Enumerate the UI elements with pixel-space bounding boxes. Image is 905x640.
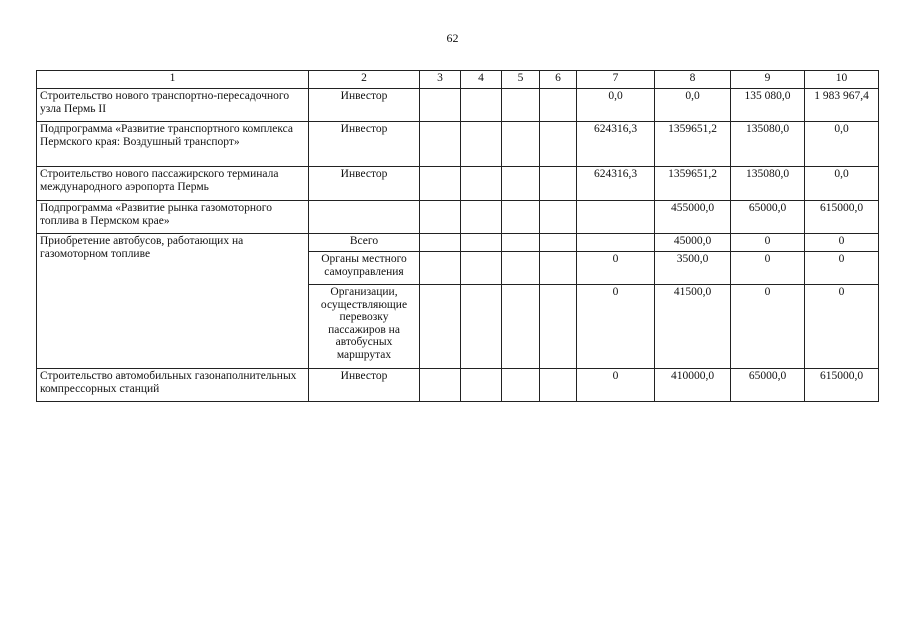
cell-col10: 0 xyxy=(805,285,879,369)
row-source: Всего xyxy=(309,234,420,252)
cell-col10: 0 xyxy=(805,252,879,285)
cell xyxy=(540,122,577,167)
cell xyxy=(502,89,540,122)
cell-col9: 0 xyxy=(731,234,805,252)
header-cell: 5 xyxy=(502,71,540,89)
cell-col8: 455000,0 xyxy=(655,201,731,234)
cell-col9: 65000,0 xyxy=(731,201,805,234)
cell xyxy=(420,89,461,122)
cell xyxy=(502,234,540,252)
cell-col7: 0 xyxy=(577,369,655,402)
cell xyxy=(502,252,540,285)
cell-col8: 1359651,2 xyxy=(655,122,731,167)
cell xyxy=(420,234,461,252)
header-cell: 7 xyxy=(577,71,655,89)
row-source: Организации, осуществляющие перевозку пассажиров на автобусных маршрутах xyxy=(309,285,420,369)
header-cell: 9 xyxy=(731,71,805,89)
cell xyxy=(461,369,502,402)
table-row xyxy=(37,201,879,234)
cell xyxy=(540,252,577,285)
cell xyxy=(540,369,577,402)
cell xyxy=(461,122,502,167)
table-row xyxy=(37,122,879,167)
cell-col8: 1359651,2 xyxy=(655,167,731,201)
cell-col8: 45000,0 xyxy=(655,234,731,252)
table-row xyxy=(37,167,879,201)
cell xyxy=(502,201,540,234)
table-row xyxy=(37,234,879,252)
cell-col9: 0 xyxy=(731,252,805,285)
row-source: Инвестор xyxy=(309,122,420,167)
cell-col9: 0 xyxy=(731,285,805,369)
cell-col7 xyxy=(577,201,655,234)
cell-col10: 1 983 967,4 xyxy=(805,89,879,122)
cell-col10: 615000,0 xyxy=(805,369,879,402)
row-source: Инвестор xyxy=(309,89,420,122)
cell xyxy=(420,252,461,285)
cell-col7: 624316,3 xyxy=(577,167,655,201)
table-header-row xyxy=(37,71,879,89)
cell xyxy=(502,369,540,402)
header-cell: 4 xyxy=(461,71,502,89)
table-row xyxy=(37,369,879,402)
row-source: Инвестор xyxy=(309,167,420,201)
cell xyxy=(461,252,502,285)
row-name: Подпрограмма «Развитие транспортного комплекса Пермского края: Воздушный транспорт» xyxy=(37,122,309,167)
cell-col10: 0,0 xyxy=(805,167,879,201)
cell xyxy=(461,234,502,252)
row-source xyxy=(309,201,420,234)
table-row xyxy=(37,89,879,122)
cell xyxy=(540,285,577,369)
cell-col10: 0 xyxy=(805,234,879,252)
cell xyxy=(420,167,461,201)
cell xyxy=(502,122,540,167)
cell-col9: 135 080,0 xyxy=(731,89,805,122)
cell-col8: 410000,0 xyxy=(655,369,731,402)
cell xyxy=(420,122,461,167)
header-cell: 6 xyxy=(540,71,577,89)
row-name: Подпрограмма «Развитие рынка газомоторного топлива в Пермском крае» xyxy=(37,201,309,234)
row-name: Приобретение автобусов, работающих на газомоторном топливе xyxy=(37,234,309,369)
cell-col10: 615000,0 xyxy=(805,201,879,234)
cell xyxy=(420,369,461,402)
header-cell: 8 xyxy=(655,71,731,89)
cell xyxy=(540,201,577,234)
cell xyxy=(540,167,577,201)
cell-col9: 135080,0 xyxy=(731,122,805,167)
cell xyxy=(461,89,502,122)
header-cell: 1 xyxy=(37,71,309,89)
cell-col7: 624316,3 xyxy=(577,122,655,167)
cell-col10: 0,0 xyxy=(805,122,879,167)
cell-col8: 3500,0 xyxy=(655,252,731,285)
cell xyxy=(461,201,502,234)
cell-col7 xyxy=(577,234,655,252)
cell xyxy=(461,167,502,201)
row-name: Строительство нового транспортно-пересадочного узла Пермь II xyxy=(37,89,309,122)
page-number: 62 xyxy=(446,31,459,45)
cell xyxy=(420,285,461,369)
cell-col8: 41500,0 xyxy=(655,285,731,369)
cell-col7: 0 xyxy=(577,285,655,369)
cell xyxy=(502,167,540,201)
cell xyxy=(540,234,577,252)
row-source: Инвестор xyxy=(309,369,420,402)
cell-col9: 135080,0 xyxy=(731,167,805,201)
header-cell: 2 xyxy=(309,71,420,89)
header-cell: 10 xyxy=(805,71,879,89)
row-source: Органы местного самоуправления xyxy=(309,252,420,285)
row-name: Строительство нового пассажирского терминала международного аэропорта Пермь xyxy=(37,167,309,201)
cell xyxy=(540,89,577,122)
cell-col9: 65000,0 xyxy=(731,369,805,402)
header-cell: 3 xyxy=(420,71,461,89)
cell-col7: 0 xyxy=(577,252,655,285)
cell-col8: 0,0 xyxy=(655,89,731,122)
cell xyxy=(420,201,461,234)
cell xyxy=(502,285,540,369)
cell xyxy=(461,285,502,369)
budget-table xyxy=(36,70,879,402)
row-name: Строительство автомобильных газонаполнительных компрессорных станций xyxy=(37,369,309,402)
cell-col7: 0,0 xyxy=(577,89,655,122)
